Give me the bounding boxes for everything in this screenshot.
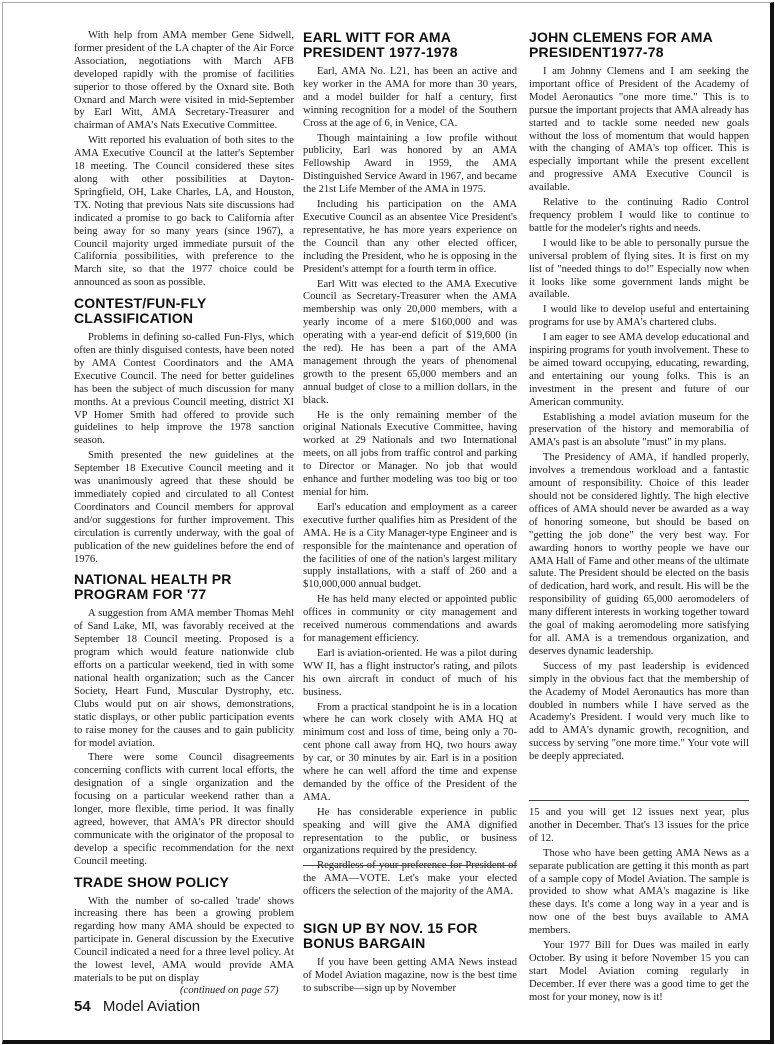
- signup-continued-3: Your 1977 Bill for Dues was mailed in early October. By using it before November 15 you can start Model Aviation coming regularly in December. If ever there was a good time to get the most for your money, now is it!: [529, 940, 749, 1003]
- column-right-bottom: [529, 807, 749, 1003]
- signup-continued-2: Those who have been getting AMA News as a separate publication are getting it this month as part of a sample copy of Model Aviation. The sample is provided to show what AMA's magazine is like these days. It's come a long way in a year and is now one of the best buys available to AMA members.: [529, 847, 749, 937]
- intro-paragraph-2: Witt reported his evaluation of both sites to the AMA Executive Council at the latter's September 18 meeting. The Council considered these sites along with other possibilities at Dayton-Springfield, OH, Lake Charles, LA, and Houston, TX. Noting that previous Nats site discussions had indicated a promise to go back to California after being away for so many years (since 1967), a Council majority urged immediate pursuit of the California possibilities, with preference to the March site, so that the 1977 choice could be announced as soon as possible.: [74, 135, 294, 289]
- clemens-paragraph-5: I am eager to see AMA develop educational and inspiring programs for youth involvement. These to be aimed toward occupying, educating, rewarding, and entertaining our young folks. This is an investment in the present and future of our American community.: [529, 332, 749, 408]
- witt-paragraph-1: Earl, AMA No. L21, has been an active and key worker in the AMA for more than 30 years, and a model builder for half a century, first winning recognition for a model of the Southern Cross at the age of 6, in Venice, CA.: [303, 66, 517, 129]
- clemens-paragraph-8: Success of my past leadership is evidenced simply in the obvious fact that the membership of the Academy of Model Aeronautics has more than doubled in numbers while I have served as the Academy's President. I would very much like to add to AMA's dynamic growth, recognition, and success by serving "one more time." Your vote will be deeply appreciated.: [529, 660, 749, 763]
- signup-continued-1: 15 and you will get 12 issues next year, plus another in December. That's 13 issues for the price of 12.: [529, 807, 749, 844]
- right-divider: [529, 800, 749, 801]
- clemens-paragraph-2: Relative to the continuing Radio Control frequency problem I would like to continue to battle for the modeler's rights and needs.: [529, 197, 749, 234]
- contest-paragraph-1: Problems in defining so-called Fun-Flys, which often are thinly disguised contests, have been noted by AMA Contest Coordinators and the AMA Executive Council. The need for better guidelines has been the subject of much discussion for many months. At a previous Council meeting, district XI VP Homer Smith had offered to provide such guidelines to help improve the 1978 sanction season.: [74, 332, 294, 447]
- clemens-paragraph-3: I would like to be able to personally pursue the universal problem of flying sites. It is first on my list of "needed things to do!" Especially now when it looks like some government lands might be available.: [529, 237, 749, 301]
- trade-paragraph-1: With the number of so-called 'trade' shows increasing there has been a growing problem regarding how many AMA should be expected to participate in. General discussion by the Executive Council indicated a need for a three level policy. At the lowest level, AMA would provide AMA materials to be put on display: [74, 895, 294, 984]
- earl-witt-heading: EARL WITT FOR AMA PRESIDENT 1977-1978: [303, 29, 458, 60]
- continued-note: (continued on page 57): [180, 985, 279, 996]
- witt-paragraph-2: Though maintaining a low profile without publicity, Earl was honored by an AMA Fellowship Award in 1959, the AMA Distinguished Service Award in 1967, and became the 21st Life Member of the AMA in 1975.: [303, 132, 517, 196]
- witt-paragraph-7: He has held many elected or appointed public offices in community or city management and received numerous commendations and awards for management efficiency.: [303, 594, 517, 644]
- john-clemens-heading: JOHN CLEMENS FOR AMA PRESIDENT1977-78: [529, 29, 713, 60]
- witt-paragraph-8: Earl is aviation-oriented. He was a pilot during WW II, has a flight instructor's rating, and pilots his own aircraft in conduct of much of his business.: [303, 647, 517, 698]
- witt-paragraph-11: the AMA—VOTE. Let's make your elected officers the selection of the majority of the AMA.: [303, 873, 517, 898]
- magazine-name: Model Aviation: [102, 998, 201, 1015]
- clemens-paragraph-7: The Presidency of AMA, if handled properly, involves a tremendous workload and a fantastic amount of responsibility. Choice of this leader should not be considered lightly. The high elective offices of AMA should never be awarded as a way of honoring someone, but should be based on "getting the job done" the very best way. For awarding honors to worthy people we have our AMA Hall of Fame and other means of the ultimate salute. The President should be elected on the basis of dedication, hard work, and result. His will be the responsibility of guiding 65,000 aeromodelers of many different interests in working together toward the goal of making aeromodeling more satisfying for all. AMA is a tremendous organization, and deserves dynamic leadership.: [529, 452, 749, 657]
- column-middle-bottom: [303, 915, 517, 995]
- signup-heading: SIGN UP BY NOV. 15 FOR BONUS BARGAIN: [303, 920, 478, 951]
- health-paragraph-2: There were some Council disagreements concerning conflicts with current local efforts, the designation of a single organization and the focusing on a particular weekend rather than a longer, more flexible, time period. It was finally agreed, however, that AMA's PR director should communicate with the originator of the proposal to develop a specific recommendation for the next Council meeting.: [74, 752, 294, 867]
- clemens-paragraph-4: I would like to develop useful and entertaining programs for use by AMA's chartered clubs.: [529, 304, 749, 329]
- column-middle: [303, 29, 517, 898]
- witt-paragraph-4: Earl Witt was elected to the AMA Executive Council as Secretary-Treasurer when the AMA membership was only 20,000 members, with a yearly income of a mere $160,000 and was operating with a year-end deficit of $19,600 (in the red). He has been a part of the AMA management through the years of phenomenal growth to the present 65,000 members and an annual budget of close to a million dollars, in the black.: [303, 278, 517, 406]
- contest-paragraph-2: Smith presented the new guidelines at the September 18 Executive Council meeting and it was unanimously agreed that these should be immediately copied and circulated to all Contest Coordinators and Council members for approval and/or suggestions for further improvement. This circulation is currently underway, with the goal of publication of the new guidelines before the end of 1976.: [74, 450, 294, 565]
- witt-paragraph-3: Including his participation on the AMA Executive Council as an absentee Vice President's representative, he has more years experience on the Council than any other elected officer, including the President, who he is opposing in the President's attempt for a fourth term in office.: [303, 199, 517, 275]
- witt-paragraph-9: From a practical standpoint he is in a location where he can work closely with AMA HQ at minimum cost and loss of time, being only a 70-cent phone call away from HQ, two hours away by car, or 30 minutes by air. Earl is in a position where he can well afford the time and expense demanded by the office of the President of the AMA.: [303, 701, 517, 803]
- page-number: 54: [74, 998, 91, 1015]
- clemens-paragraph-6: Establishing a model aviation museum for the preservation of the history and memorabilia of AMA's past is an absolute "must" in my plans.: [529, 411, 749, 449]
- contest-heading: CONTEST/FUN-FLY CLASSIFICATION: [74, 295, 207, 327]
- signup-paragraph-1: If you have been getting AMA News instead of Model Aviation magazine, now is the best time to subscribe—sign up by November: [303, 957, 517, 994]
- intro-paragraph-1: With help from AMA member Gene Sidwell, former president of the LA chapter of the Air Force Association, negotiations with March AFB developed rapidly with the promise of facilities superior to those offered by the Oxnard site. Both Oxnard and March were visited in mid-September by Earl Witt, AMA Secretary-Treasurer and chairman of AMA's Nats Executive Committee.: [74, 30, 294, 132]
- witt-paragraph-10: He has considerable experience in public speaking and will give the AMA dignified representation to the public, or business organizations required by the presidency.: [303, 806, 517, 857]
- column-right: [529, 29, 749, 763]
- witt-paragraph-6: Earl's education and employment as a career executive further qualifies him as President of the AMA. He is a City Manager-type Engineer and is responsible for the maintenance and operation of the facilities of one of the nation's largest military supply installations, with a staff of 260 and a $10,000,000 annual budget.: [303, 501, 517, 591]
- middle-divider: [303, 865, 517, 866]
- health-heading: NATIONAL HEALTH PR PROGRAM FOR '77: [74, 571, 232, 603]
- trade-heading: TRADE SHOW POLICY: [74, 873, 230, 890]
- clemens-paragraph-1: I am Johnny Clemens and I am seeking the important office of President of the Academy of Model Aeronautics "one more time." This is to pursue the important projects that AMA already has started and to tackle some needed new goals without the loss of momentum that would happen with the changing of AMA's top officer. This is especially important while the present excellent and progressive AMA Executive Council is available.: [529, 66, 749, 194]
- witt-paragraph-5: He is the only remaining member of the original Nationals Executive Committee, having worked at 29 Nationals and two International meets, on all jobs from traffic control and parking to Director or Manager. No job that would enhance and further modeling was too big or too menial for him.: [303, 409, 517, 498]
- page-footer: [74, 998, 200, 1015]
- column-left: [74, 30, 294, 984]
- health-paragraph-1: A suggestion from AMA member Thomas Mehl of Sand Lake, MI, was favorably received at the September 18 Council meeting. Proposed is a program which would feature nationwide club efforts on a particular weekend, tied in with some national health organization; such as the Cancer Society, Heart Fund, Muscular Dystrophy, etc. Clubs would put on air shows, demonstrations, static displays, or other public participation events to raise money for the causes and to gain publicity for model aviation.: [74, 608, 294, 749]
